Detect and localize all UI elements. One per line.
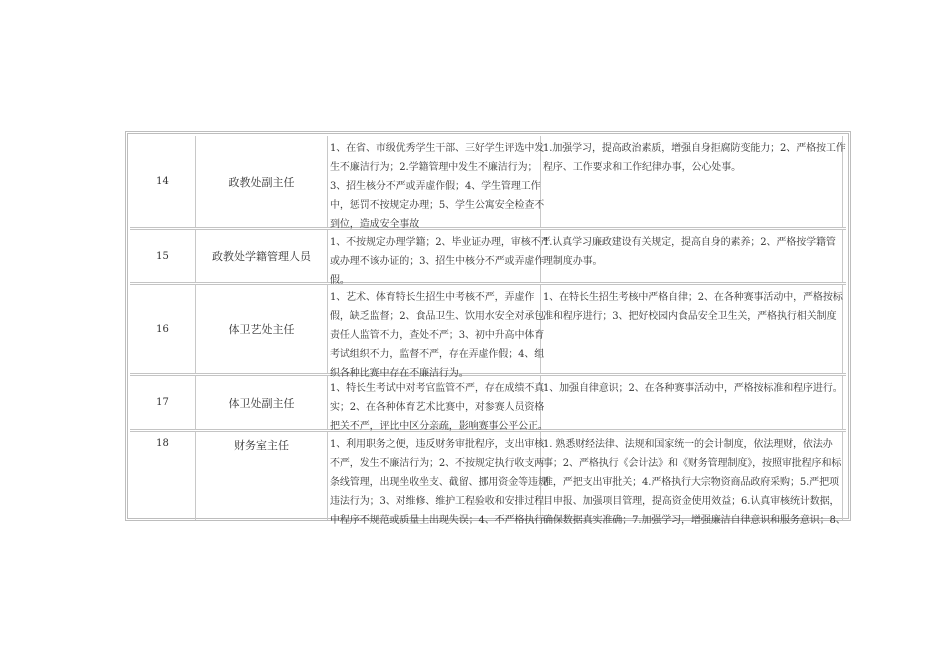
prevention-measures-cell: [541, 376, 843, 429]
row-number: 14: [156, 176, 169, 187]
row-number-cell: [130, 285, 196, 373]
row-number-cell: [130, 136, 196, 227]
risk-points-text: 1、艺术、体育特长生招生中考核不严，弄虚作 假，缺乏监督；2、食品卫生、饮用水安全对承包 责任人监管不力，查处不严；3、初中升高中体育 考试组织不力，监督不严，存在弄虚作假；4、组 织各种比赛中存在不廉洁行为。: [330, 292, 545, 379]
risk-points-cell: [328, 230, 551, 286]
prevention-measures-cell: [541, 285, 843, 373]
prevention-measures-text: 1.认真学习廉政建设有关规定，提高自身的素养；2、严格按学籍管 理制度办事。: [543, 237, 836, 267]
table-row: [130, 432, 846, 526]
position-title: 财务室主任: [234, 439, 289, 452]
prevention-measures-cell: [541, 136, 846, 227]
position-title: 体卫处副主任: [228, 396, 295, 410]
empty-cell: [843, 432, 846, 520]
position-cell: [196, 136, 328, 227]
risk-points-cell: [328, 136, 545, 230]
position-title: 政教处副主任: [228, 175, 295, 189]
table-row: [130, 230, 846, 285]
position-cell: [196, 230, 328, 282]
prevention-measures-text: 1、在特长生招生考核中严格自律；2、在各种赛事活动中，严格按标 准和程序进行；3、把好校园内食品安全卫生关，严格执行相关制度: [543, 292, 843, 322]
risk-points-cell: [328, 285, 545, 379]
prevention-measures-cell: [541, 230, 843, 282]
row-number: 18: [156, 438, 169, 449]
risk-points-text: 1、特长生考试中对考官监管不严，存在成绩不真 实；2、在各种体育艺术比赛中，对参赛人员资格 把关不严，评比中区分亲疏，影响赛事公平公正。: [330, 383, 548, 432]
position-cell: [196, 285, 328, 373]
risk-points-text: 1、不按规定办理学籍；2、毕业证办理，审核不严 或办理不该办证的；3、招生中核分不严或弄虚作 假。: [330, 237, 551, 286]
row-number: 16: [156, 323, 169, 335]
table-row: [130, 136, 846, 230]
table-row: [130, 376, 846, 432]
empty-cell: [843, 136, 846, 227]
empty-cell: [843, 285, 846, 373]
risk-points-cell: [328, 376, 548, 432]
risk-points-text: 1、利用职务之便，违反财务审批程序，支出审核 不严，发生不廉洁行为；2、不按规定执行收支两 条线管理，出现坐收坐支、截留、挪用资金等违规 违法行为；3、对维修、维护工程验收和安排过程 中程序不规范或质量上出现失误；4、不严格执行: [330, 439, 548, 526]
position-cell: [196, 432, 328, 520]
position-title: 政教处学籍管理人员: [212, 250, 311, 263]
duty-risk-table: [125, 131, 851, 526]
empty-cell: [843, 230, 846, 282]
row-number-cell: [130, 432, 196, 520]
risk-points-cell: [328, 432, 548, 526]
prevention-measures-text: 1、加强自律意识；2、在各种赛事活动中，严格按标准和程序进行。: [543, 383, 843, 394]
position-cell: [196, 376, 328, 429]
risk-points-text: 1、在省、市级优秀学生干部、三好学生评选中发 生不廉洁行为；2.学籍管理中发生不廉洁行为； 3、招生核分不严或弄虚作假；4、学生管理工作 中，惩罚不按规定办理；5、学生公寓安全检查不 到位，造成安全事故: [330, 143, 545, 230]
prevention-measures-cell: [541, 432, 846, 526]
row-number: 17: [156, 397, 169, 408]
row-number-cell: [130, 230, 196, 282]
table-row: [130, 285, 846, 379]
empty-cell: [843, 376, 846, 429]
row-number-cell: [130, 376, 196, 429]
row-number: 15: [156, 250, 169, 262]
prevention-measures-text: 1. 熟悉财经法律、法规和国家统一的会计制度，依法理财，依法办 事；2、严格执行《会计法》和《财务管理制度》，按照审批程序和标 准，严把支出审批关；4.严格执行大宗物资商品政府采购；5.严把项 目申报、加强项目管理，提高资金使用效益；6.认真审核统计数据， 确保数据真实准确；7.加强学习，增强廉洁自律意识和服务意识；8、: [543, 439, 846, 526]
position-title: 体卫艺处主任: [228, 323, 295, 336]
prevention-measures-text: 1.加强学习，提高政治素质，增强自身拒腐防变能力；2、严格按工作 程序、工作要求和工作纪律办事，公心处事。: [543, 143, 846, 173]
